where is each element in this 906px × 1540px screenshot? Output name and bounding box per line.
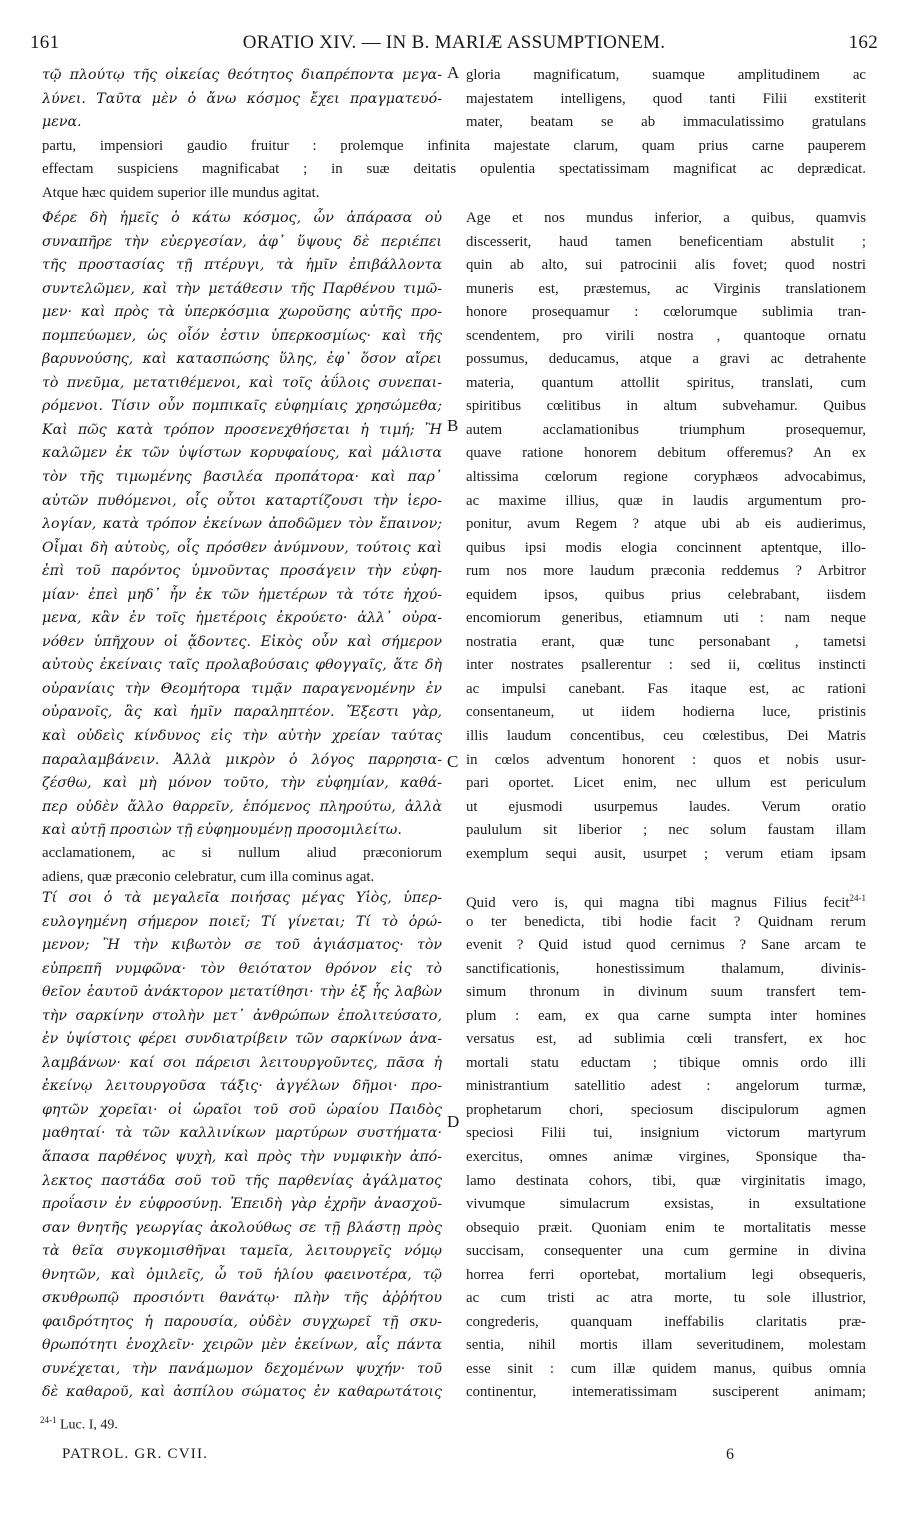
marker-c: C (447, 752, 459, 771)
greek-line: συντελῶμεν, καὶ τὴν μετάθεσιν τῆς Παρθένου τιμῶ- (42, 280, 442, 297)
greek-column-2 (42, 887, 442, 1405)
greek-line: τῷ πλούτῳ τῆς οἰκείας θεότητος διαπρέποντα μεγα- (42, 67, 442, 83)
latin-line: o ter benedicta, tibi hodie facit ? Quidnam rerum (466, 913, 866, 930)
latin-line: quin ab alto, sui patrocinii alis fovet; quod nostri (466, 257, 866, 274)
greek-line: λύνει. Ταῦτα μὲν ὁ ἄνω κόσμος ἔχει πραγματευό- (42, 90, 442, 107)
latin-line: spiritibus cœlitibus in altum subvehamur. Quibus (466, 398, 866, 415)
greek-line: Καὶ πῶς κατὰ τρόπον προσενεχθήσεται ἡ τιμή; Ἢ (42, 421, 442, 438)
greek-line: Τί σοι ὁ τὰ μεγαλεῖα ποιήσας μέγας Υἱὸς, ὑπερ- (42, 890, 442, 906)
latin-line: illis laudum concentibus, ceu cœlestibus, Dei Matris (466, 728, 866, 745)
running-title: ORATIO XIV. — IN B. MARIÆ ASSUMPTIONEM. (242, 32, 666, 53)
latin-line: congrederis, quanquam ineffabilis claritatis præ- (466, 1313, 866, 1330)
latin-line: ut ejusmodi usurpemus laudes. Verum oratio (466, 798, 866, 815)
greek-line: τὸν τῆς τιμωμένης βασιλέα προπάτορα· καὶ παρ᾽ (42, 469, 442, 486)
greek-line: Οἶμαι δὴ αὐτοὺς, οἷς πρόσθεν ἀνύμνουν, τούτοις καὶ (42, 539, 442, 556)
greek-line: λαμβάνων· καί σοι πάρεισι λειτουργοῦντες, πᾶσα ἡ (42, 1054, 442, 1071)
greek-line: τῆς προστασίας τῇ πτέρυγι, τὰ ἡμῖν ἐπιβάλλοντα (42, 257, 442, 274)
latin-line: evenit ? Quid istud quod cernimus ? Sane arcam te (466, 937, 866, 954)
greek-line: μενον; Ἢ τὴν κιβωτὸν σε τοῦ ἁγιάσματος· τὸν (42, 937, 442, 954)
marker-d: D (447, 1112, 460, 1131)
greek-line: ευλογημένη σήμερον ποιεῖ; Τί γίνεται; Τί τὸ ὁρώ- (42, 913, 442, 930)
latin-line: vivumque simulacrum exsistas, in exsultatione (466, 1196, 866, 1213)
latin-line: materia, quantum attollit spiritus, translati, cum (466, 374, 866, 391)
greek-line: περ οὐδὲν ἄλλο θαρρεῖν, ἑπόμενος πληρούτω, ἀλλὰ (42, 798, 442, 815)
top-latin-text (466, 64, 866, 135)
top-greek-text (42, 64, 442, 135)
latin-line: quave ratione honorem debitum offeremus? An ex (466, 445, 866, 462)
greek-line: παραλαμβάνειν. Ἀλλὰ μικρὸν ὁ λόγος παρρησια- (42, 751, 442, 768)
greek-line: ζέσθω, καὶ μὴ μόνον τοῦτο, τὴν εὐφημίαν, καθά- (42, 775, 442, 792)
latin-line: inter nostrates psallerentur : sed ii, cœlitus instincti (466, 657, 866, 674)
latin-line: mortali statu eductam ; tibique omnis ordo illi (466, 1054, 866, 1071)
greek-line: δὲ καθαροῦ, καὶ ἀσπίλου σώματος ἐν καθαρωτάτοις (42, 1384, 442, 1401)
footnote (40, 1415, 118, 1434)
greek-line: αὐτοὺς ἐκείναις ταῖς προλαβούσαις φθογγαῖς, ἅτε δὴ (42, 657, 442, 674)
latin-line: gloria magnificatum, suamque amplitudinem ac (466, 67, 866, 83)
text-line: adiens, quæ præconio celebratur, cum illa cominus agat. (42, 868, 375, 885)
latin-line: exemplum sequi ausit, usurpet ; verum etiam ipsam (466, 845, 866, 862)
latin-line: succisam, consequenter una cum germine in divina (466, 1243, 866, 1260)
text-line: effectam suspiciens magnificabat ; in suæ deitatis opulentia spectatissimam magnificat ac deprædicat. (42, 161, 866, 178)
latin-line: sentia, nihil mortis illam severitudinem, molestam (466, 1337, 866, 1354)
text-line: Atque hæc quidem superior ille mundus agitat. (42, 184, 320, 201)
text-line: partu, impensiori gaudio fruitur : prolemque infinita majestate clarum, quam prius carne pauperem (42, 137, 866, 154)
greek-line: θεῖον ἑαυτοῦ ἀνάκτορον μετατίθησι· τὴν ἐξ ἧς λαβὼν (42, 984, 442, 1001)
latin-line: majestatem intelligens, quod tanti Filii exstiterit (466, 90, 866, 107)
greek-line: οὐρανοῖς, ἃς καὶ ἡμῖν παραληπτέον. Ἔξεστι γὰρ, (42, 704, 442, 721)
latin-line: paululum sit liberior ; nec solum faustam illam (466, 822, 866, 839)
latin-line: altissima cœlorum regione coryphæos advocabimus, (466, 469, 866, 486)
greek-line: οὐρανίαις τὴν Θεομήτορα τιμᾷν παραγενομένην ἐν (42, 680, 442, 697)
greek-line: μίαν· ἐπεὶ μηδ᾽ ἦν ἐκ τῶν ἡμετέρων τὰ τότε ἠχού- (42, 586, 442, 603)
greek-line: προΐασιν ἐν εὐφροσύνῃ. Ἐπειδὴ γὰρ ἐχρῆν ἀνασχοῦ- (42, 1196, 442, 1213)
latin-line: versatus est, ad sublimia cœli transfert, ex hoc (466, 1031, 866, 1048)
greek-line: συναπῆρε τὴν εὐεργεσίαν, ἀφ᾽ ὕψους δὲ περιέπει (42, 233, 442, 250)
latin-line: mater, beatam se ab immaculatissimo gratulans (466, 114, 866, 131)
greek-line: τὰ θεῖα συγκομισθῆναι ταμεῖα, λειτουργεῖς νόμῳ (42, 1243, 442, 1260)
greek-line: μεν· καὶ πρὸς τὰ ὑπερκόσμια χωροῦσης αὐτῆς προ- (42, 304, 442, 321)
greek-line: ρόμενοι. Τίσιν οὖν πομπικαῖς εὐφημίαις χρησώμεθα; (42, 398, 442, 415)
latin-column (466, 207, 866, 866)
latin-line: ministrantium satellitio adest : angelorum turmæ, (466, 1078, 866, 1095)
greek-line: ἅπασα παρθένος ψυχὴ, καὶ πρὸς τὴν νυμφικὴν ἀπό- (42, 1149, 442, 1166)
greek-line: λογίαν, κατὰ τρόπον ἐκείνων ἀποδῶμεν τὸν ἔπαινον; (42, 516, 442, 533)
greek-line: καὶ αὐτῇ προσιὼν τῇ εὐφημουμένῃ προσομιλείτω. (42, 822, 402, 839)
page-number-left: 161 (30, 32, 60, 53)
latin-line: esse sinit : cum illæ quidem manus, quibus omnia (466, 1360, 866, 1377)
greek-line: καλῶμεν ἐκ τῶν ὑψίστων κορυφαίους, καὶ μάλιστα (42, 445, 442, 462)
latin-line: continentur, intemeratissimam susciperent animam; (466, 1384, 866, 1401)
latin-line: ac cum tristi ac atra morte, tu sole illustrior, (466, 1290, 866, 1307)
greek-line: ἐπὶ τοῦ παρόντος ὑμνοῦντας προσάγειν τὴν εὐφη- (42, 563, 442, 580)
greek-line: ἐκείνῳ λειτουργοῦσα τάξις· ἀγγέλων δῆμοι· προ- (42, 1078, 442, 1095)
greek-line: φητῶν χορεῖαι· οἱ ὡραῖοι τοῦ σοῦ ὡραίου Παιδὸς (42, 1101, 442, 1118)
greek-line: ἐν ὑψίστοις φέρει συνδιατρίβειν τῶν σαρκίνων ἀνα- (42, 1031, 442, 1048)
marker-b: B (447, 416, 459, 435)
footer-signature: 6 (726, 1446, 734, 1463)
latin-line: Age et nos mundus inferior, a quibus, quamvis (466, 210, 866, 226)
greek-line: σαν θνητῆς γεωργίας ἀκολούθως σε τῇ βλάστῃ πρὸς (42, 1219, 442, 1236)
latin-line: equidem ipsos, quibus prius celebrabant, iisdem (466, 586, 866, 603)
footnote-ref: 24-1 (40, 1415, 57, 1425)
latin-line: discesserit, haud tamen beneficentiam abstulit ; (466, 233, 866, 250)
latin-line: scendentem, pro virili nostra , quantoque ornatu (466, 327, 866, 344)
greek-line: τὸ πνεῦμα, μετατιθέμενοι, καὶ τοῖς ἀΰλοις συνεπαι- (42, 374, 442, 391)
latin-line: honore prosequamur : cœlorumque sublimia tran- (466, 304, 866, 321)
latin-line: prophetarum chori, speciosum discipulorum agmen (466, 1101, 866, 1118)
text-line: acclamationem, ac si nullum aliud præconiorum (42, 845, 442, 861)
latin-line: encomiorum generibus, etiamnum uti : nam neque (466, 610, 866, 627)
latin-line: Quid vero is, qui magna tibi magnus Filius fecit$^{24-1}$ (466, 893, 866, 911)
greek-line: τὴν σαρκίνην στολὴν μετ᾽ ἀνθρώπων ἐπολιτεύσατο, (42, 1007, 442, 1024)
greek-line: αὐτῶν πυθόμενοι, οἷς οὗτοι καταρτίζουσι τὴν ἱερο- (42, 492, 442, 509)
latin-line: horrea ferri oportebat, mortalium legi obsequeris, (466, 1266, 866, 1283)
greek-line: μενα. (42, 114, 82, 131)
greek-line: λεκτος παστάδα σοῦ τοῦ τῆς παρθενίας ἀγάλματος (42, 1172, 442, 1189)
latin-line: obsequio præit. Quoniam enim te mortalitatis messe (466, 1219, 866, 1236)
latin-line: ponitur, avum Regem ? atque ubi ab eis audierimus, (466, 516, 866, 533)
latin-line: quibus ipsi modis elogia concinnent aptentque, illo- (466, 539, 866, 556)
marker-a: A (447, 63, 460, 82)
latin-line: autem acclamationibus triumphum prosequemur, (466, 421, 866, 438)
latin-line: nostratia erant, quæ tunc personabant , tametsi (466, 633, 866, 650)
latin-line: ac maxime illius, quæ in laudis argumentum pro- (466, 492, 866, 509)
greek-line: καὶ οὐδεὶς κίνδυνος εἰς τὴν αὐτὴν χρείαν ταύτας (42, 728, 442, 745)
page-number-right: 162 (848, 32, 878, 53)
greek-line: μενα, κἂν ἐν τοῖς ἡμετέροις ἐκρούετο· ἀλλ᾽ οὐρα- (42, 610, 442, 627)
greek-line: θρωπότητι ἐνοχλεῖν· χειρῶν μὲν ἐκείνων, αἷς πάντα (42, 1337, 442, 1354)
latin-line: rum nos more laudum præconia reddemus ? Arbitror (466, 563, 866, 580)
latin-line: ac impulsi canebant. Fas itaque est, ac rationi (466, 680, 866, 697)
latin-line: consentaneum, ut iidem hodierna luce, pristinis (466, 704, 866, 721)
footer-source: PATROL. GR. CVII. (62, 1446, 209, 1462)
greek-line: θνητῶν, καὶ ὁμιλεῖς, ὦ τοῦ ἡλίου φαεινοτέρα, τῷ (42, 1266, 442, 1283)
greek-line: βαρυνούσης, καὶ κατασπώσης ὕλης, ἐφ᾽ ὅσον αἴρει (42, 351, 442, 368)
middle-text (42, 842, 442, 889)
latin-line: simum thronum in divinum suum transfert tem- (466, 984, 866, 1001)
greek-line: νόθεν ὑπῆχουν οἱ ᾄδοντες. Εἰκὸς οὖν καὶ σήμερον (42, 633, 442, 650)
latin-line: in cœlos adventum honorent : quos et nobis usur- (466, 751, 866, 768)
latin-line: sanctificationis, honestissimum thalamum, divinis- (466, 960, 866, 977)
footnote-text: Luc. I, 49. (60, 1417, 118, 1433)
greek-line: μαθηταί· τὰ τῶν καλλινίκων μαρτύρων συστήματα· (42, 1125, 442, 1142)
running-header (30, 32, 878, 60)
latin-line: possumus, deducamus, atque a gravi ac detrahente (466, 351, 866, 368)
latin-column-2 (466, 887, 866, 1405)
latin-line: speciosi Filii tui, insignium victorum martyrum (466, 1125, 866, 1142)
greek-line: πομπεύωμεν, ὡς οἷόν ἐστιν ὑπερκοσμίως· καὶ τῆς (42, 327, 442, 344)
greek-line: συνέχεται, τὴν πανάμωμον δεχομένων ψυχήν· τοῦ (42, 1360, 442, 1377)
footnote-ref-inline: 24-1 (849, 893, 866, 903)
top-full-width-text (42, 135, 866, 206)
greek-line: εὐπρεπῆ νυμφῶνα· τὸν θειότατον θρόνον εἰς τὸ (42, 960, 442, 977)
latin-line: pari oportet. Licet enim, nec ullum est periculum (466, 775, 866, 792)
latin-line: muneris est, præstemus, ac Virginis translationem (466, 280, 866, 297)
latin-line: exercitus, omnes animæ virgines, Sponsique tha- (466, 1149, 866, 1166)
latin-line: plum : eam, ex qua carne sumpta inter homines (466, 1007, 866, 1024)
greek-line: φαιδρότητος ἡ παρουσία, οὐδὲν συγχωρεῖ τῇ σκυ- (42, 1313, 442, 1330)
greek-column (42, 207, 442, 843)
greek-line: σκυθρωπῷ προσιόντι θανάτῳ· πλὴν τῆς ἀῤῥήτου (42, 1290, 442, 1307)
greek-line: Φέρε δὴ ἡμεῖς ὁ κάτω κόσμος, ὧν ἀπάρασα οὐ (42, 210, 442, 226)
latin-line: lamo destinata cohors, tibi, quæ virginitatis imago, (466, 1172, 866, 1189)
